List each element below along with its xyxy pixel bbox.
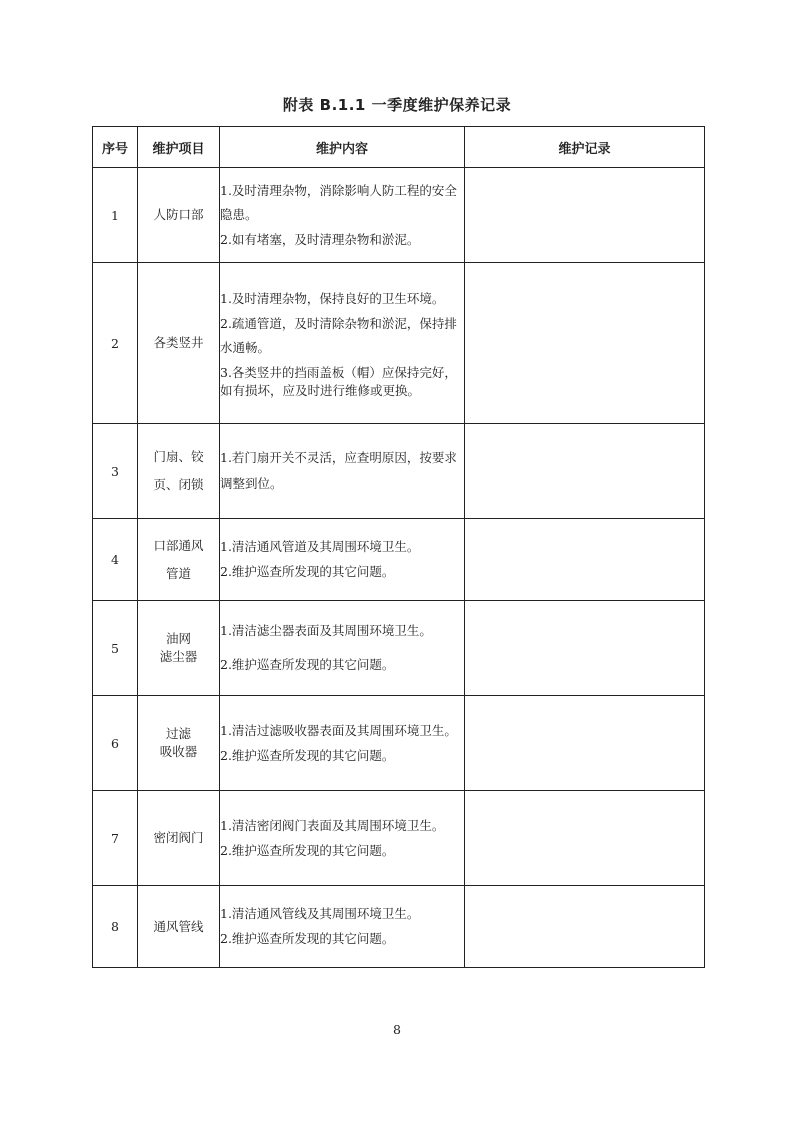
content-point: 1.及时清理杂物，保持良好的卫生环境。 [220, 290, 445, 306]
header-record: 维护记录 [465, 127, 705, 168]
item-line: 密闭阀门 [153, 830, 204, 845]
record-cell[interactable] [465, 601, 705, 696]
record-cell[interactable] [465, 263, 705, 424]
content-point: 3.各类竖井的挡雨盖板（帽）应保持完好，如有损坏，应及时进行维修或更换。 [220, 364, 457, 398]
record-cell[interactable] [465, 168, 705, 263]
table-title: 附表 B.1.1 一季度维护保养记录 [282, 96, 512, 114]
row-content [220, 519, 465, 601]
item-line: 人防口部 [153, 207, 204, 222]
content-point: 1.清洁通风管线及其周围环境卫生。 [220, 906, 420, 921]
header-content: 维护内容 [220, 127, 465, 168]
content-point: 2.维护巡查所发现的其它问题。 [220, 842, 395, 858]
content-point: 1.清洁滤尘器表面及其周围环境卫生。 [220, 623, 432, 638]
item-line: 油网 [165, 631, 191, 646]
row-item [138, 791, 220, 886]
row-number: 2 [93, 263, 138, 424]
content-point: 1.清洁密闭阀门表面及其周围环境卫生。 [220, 817, 445, 833]
row-item [138, 886, 220, 968]
header-item: 维护项目 [138, 127, 220, 168]
item-line: 过滤 [165, 726, 191, 741]
item-line: 通风管线 [153, 918, 204, 934]
item-line: 各类竖井 [153, 335, 204, 350]
table-row [93, 791, 705, 886]
row-number: 7 [93, 791, 138, 886]
row-number: 1 [93, 168, 138, 263]
content-point: 1.清洁过滤吸收器表面及其周围环境卫生。 [220, 722, 457, 738]
row-item [138, 696, 220, 791]
row-content [220, 168, 465, 263]
content-point: 2.维护巡查所发现的其它问题。 [220, 657, 395, 672]
record-cell[interactable] [465, 424, 705, 519]
content-point: 2.如有堵塞，及时清理杂物和淤泥。 [220, 231, 420, 247]
table-row [93, 601, 705, 696]
row-content [220, 601, 465, 696]
table-row [93, 886, 705, 968]
content-point: 2.维护巡查所发现的其它问题。 [220, 747, 395, 763]
table-row [93, 168, 705, 263]
maintenance-record-table [92, 126, 705, 968]
row-content [220, 791, 465, 886]
row-item [138, 601, 220, 696]
row-content [220, 696, 465, 791]
record-cell[interactable] [465, 519, 705, 601]
row-item [138, 263, 220, 424]
row-item [138, 424, 220, 519]
content-point: 1.清洁通风管道及其周围环境卫生。 [220, 539, 420, 554]
row-number: 8 [93, 886, 138, 968]
header-num: 序号 [93, 127, 138, 168]
row-content [220, 424, 465, 519]
record-cell[interactable] [465, 886, 705, 968]
page-number: 8 [393, 1022, 401, 1037]
content-point: 1.及时清理杂物，消除影响人防工程的安全隐患。 [220, 182, 457, 222]
item-line: 口部通风 [153, 537, 204, 553]
table-row [93, 263, 705, 424]
item-line: 吸收器 [159, 744, 198, 759]
content-point: 2.维护巡查所发现的其它问题。 [220, 931, 395, 946]
item-line: 滤尘器 [159, 649, 198, 664]
content-point: 2.维护巡查所发现的其它问题。 [220, 564, 395, 579]
item-line: 页、闭锁 [153, 477, 204, 492]
item-line: 管道 [165, 565, 191, 581]
row-number: 4 [93, 519, 138, 601]
row-number: 3 [93, 424, 138, 519]
table-row [93, 696, 705, 791]
row-content [220, 886, 465, 968]
record-cell[interactable] [465, 696, 705, 791]
table-row [93, 424, 705, 519]
content-point: 2.疏通管道，及时清除杂物和淤泥，保持排水通畅。 [220, 315, 457, 355]
row-item [138, 168, 220, 263]
record-cell[interactable] [465, 791, 705, 886]
table-row [93, 519, 705, 601]
row-content [220, 263, 465, 424]
row-number: 6 [93, 696, 138, 791]
row-item [138, 519, 220, 601]
row-number: 5 [93, 601, 138, 696]
item-line: 门扇、铰 [153, 449, 204, 464]
content-point: 1.若门扇开关不灵活，应查明原因，按要求调整到位。 [220, 450, 457, 491]
header-row [93, 127, 705, 168]
